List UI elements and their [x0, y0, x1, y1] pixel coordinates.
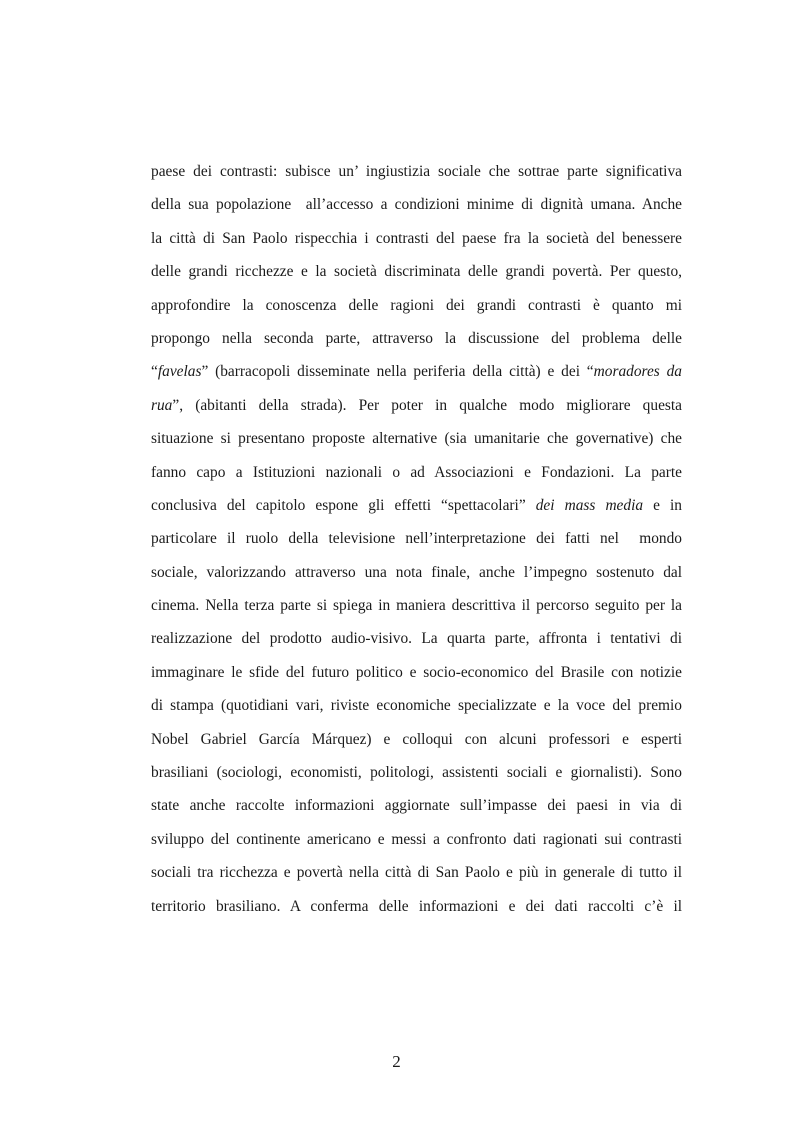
text-line: [151, 625, 682, 658]
text-run: paese dei contrasti: subisce un’ ingiustizia sociale che sottrae parte significativa: [151, 163, 682, 180]
text-line: [151, 859, 682, 892]
text-run: fanno capo a Istituzioni nazionali o ad Associazioni e Fondazioni. La parte: [151, 463, 682, 481]
text-run: cinema. Nella terza parte si spiega in maniera descrittiva il percorso seguito per la: [151, 597, 682, 615]
text-run: Nobel Gabriel García Márquez) e colloqui con alcuni professori e esperti: [151, 730, 682, 748]
text-run: propongo nella seconda parte, attraverso la discussione del problema delle: [151, 329, 682, 347]
text-run: brasiliani (sociologi, economisti, politologi, assistenti sociali e giornalisti). Sono: [151, 764, 682, 782]
text-run: sociali tra ricchezza e povertà nella città di San Paolo e più in generale di tutto il: [151, 864, 682, 882]
text-line: [151, 826, 682, 859]
text-run: immaginare le sfide del futuro politico e socio-economico del Brasile con notizie: [151, 663, 682, 681]
text-run: realizzazione del prodotto audio-visivo. La quarta parte, affronta i tentativi di: [151, 630, 682, 648]
text-line: [151, 759, 682, 792]
text-run: approfondire la conoscenza delle ragioni dei grandi contrasti è quanto mi: [151, 296, 682, 314]
text-run: la città di San Paolo rispecchia i contrasti del paese fra la società del benessere: [151, 229, 682, 247]
text-line: [151, 692, 682, 725]
text-line: [151, 258, 682, 291]
text-run: state anche raccolte informazioni aggiornate sull’impasse dei paesi in via di: [151, 797, 682, 815]
italic-text: moradores da: [593, 363, 682, 381]
text-line: [151, 459, 682, 492]
text-line: [151, 893, 682, 926]
text-run: della sua popolazione all’accesso a condizioni minime di dignità umana. Anche: [151, 196, 682, 214]
text-run: delle grandi ricchezze e la società discriminata delle grandi povertà. Per questo,: [151, 263, 682, 281]
text-run: situazione si presentano proposte alternative (sia umanitarie che governative) che: [151, 430, 682, 448]
text-line: [151, 492, 682, 525]
page-number: 2: [392, 1052, 401, 1071]
text-line: [151, 559, 682, 592]
text-line: [151, 225, 682, 258]
text-line: [151, 325, 682, 358]
text-run: sviluppo del continente americano e messi a confronto dati ragionati sui contrasti: [151, 830, 682, 848]
text-run: “: [151, 363, 158, 381]
italic-text: favelas: [157, 363, 202, 381]
text-run: particolare il ruolo della televisione nell’interpretazione dei fatti nel mondo: [151, 530, 682, 548]
text-line: [151, 425, 682, 458]
italic-text: dei mass media: [535, 496, 644, 514]
body-paragraph: [151, 158, 682, 926]
text-run: territorio brasiliano. A conferma delle informazioni e dei dati raccolti c’è il: [151, 897, 682, 915]
text-run: di stampa (quotidiani vari, riviste economiche specializzate e la voce del premio: [151, 697, 682, 715]
text-line: [151, 592, 682, 625]
italic-text: rua: [151, 396, 173, 414]
text-line: [151, 659, 682, 692]
text-line: [151, 158, 682, 191]
text-line: [151, 726, 682, 759]
text-run: ”, (abitanti della strada). Per poter in qualche modo migliorare questa: [172, 396, 682, 414]
text-line: [151, 358, 682, 391]
text-line: [151, 792, 682, 825]
text-line: [151, 525, 682, 558]
text-line: [151, 292, 682, 325]
text-run: sociale, valorizzando attraverso una nota finale, anche l’impegno sostenuto dal: [151, 563, 682, 581]
text-run: conclusiva del capitolo espone gli effetti “spettacolari”: [151, 496, 536, 514]
text-line: [151, 392, 682, 425]
text-line: [151, 191, 682, 224]
text-run: ” (barracopoli disseminate nella periferia della città) e dei “: [201, 363, 594, 381]
text-run: e in: [643, 496, 682, 514]
